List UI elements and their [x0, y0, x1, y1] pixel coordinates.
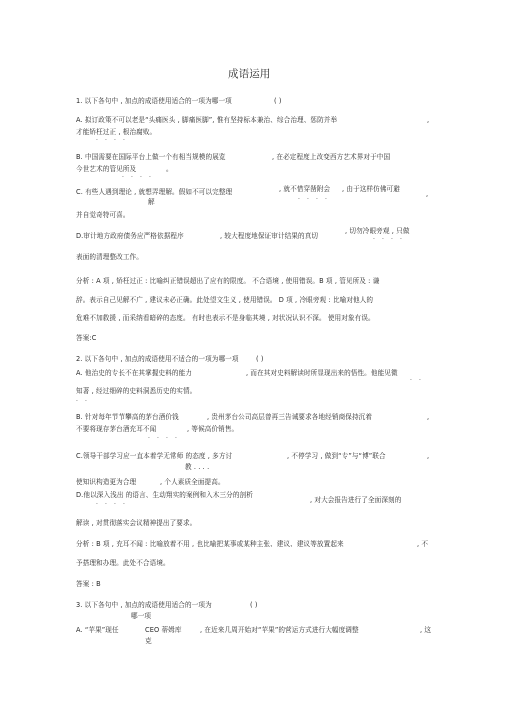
q1-option-b-line1: B. 中国需要在国际平台上做一个有相当规模的展览 — [76, 153, 226, 161]
q3-stem: 3. 以下各句中 , 加点的成语使用适合的一项为 — [76, 601, 212, 609]
q3-option-a-ceo-wrap: 克 — [145, 637, 152, 645]
q3-option-a-line1: A. “苹果”现任 — [76, 626, 119, 634]
q1-answer: 答案:C — [76, 334, 97, 342]
q2-option-c-line1-wrap: 教 . . . . — [185, 463, 210, 471]
q2-option-c-line1: C.领导干部学习应一直本着学无常师 的态度 , 多方讨 — [76, 452, 233, 460]
q1-option-b-emphasis-dots: · · · · — [122, 174, 154, 181]
q1-option-d-line1: D.审计地方政府债务应严格依据程序 — [76, 232, 184, 240]
q3-option-a-line1-end: , 这 — [420, 626, 432, 634]
q1-analysis-line3: 危难不加救援 , 而采纳看暗碎的态度。 有时也表示不是身临其境 , 对状况认识不深。 使用对象有误。 — [76, 314, 375, 322]
q1-option-c-emphasis-dots: · · · · — [298, 196, 330, 203]
q1-option-b-line1-cont: , 在必定程度上改变西方艺术界对于中国 — [272, 153, 391, 161]
q2-stem-paren: ( ) — [256, 355, 264, 363]
q2-option-b-line2-cont: , 等候高价销售。 — [187, 425, 239, 433]
q2-analysis-line1: 分析 : B 项 , 充耳不闻 : 比喻放着不用 , 也比喻把某事或某种主张、建议、建议等放置起来 — [76, 540, 344, 548]
q2-option-b-line1: B. 针对每年节节攀高的茅台酒价钱 — [76, 413, 179, 421]
q2-option-b-comma: , — [427, 413, 430, 421]
q1-option-c-comma: , — [426, 190, 429, 198]
q2-answer: 答案 : B — [76, 580, 101, 588]
q1-option-c-clause2: , 就不惜穿凿附会 — [279, 185, 331, 193]
q3-stem-paren: ( ) — [250, 601, 258, 609]
q3-stem-wrap: 哪一项 — [131, 612, 152, 620]
q1-stem: 1. 以下各句中 , 加点的成语使用适合的一项为哪一项 — [76, 97, 232, 105]
q2-option-d-line2: 解读 , 对贯彻落实会议精神提出了要求。 — [76, 519, 197, 527]
page-title: 成语运用 — [228, 68, 271, 80]
q2-option-a-line1: A. 他治史的专长不在其掌握史料的能力 — [76, 369, 192, 377]
q1-option-a-line2: 才能矫枉过正 , 根治腐败。 — [76, 128, 157, 136]
q2-stem: 2. 以下各句中 , 加点的成语使用不适合的一项为哪一项 — [76, 355, 239, 363]
q2-option-a-line1-cont: , 而在其对史料解读时所显现出来的悟性。他能见微 — [246, 369, 398, 377]
q1-option-d-line1-cont: , 较大程度地保证审计结果的真切 — [220, 232, 319, 240]
q2-option-c-clause2: , 不停学习 , 做到“专”与“博”联合 — [287, 452, 386, 460]
q3-option-a-line1-cont: , 在近来几周开始对“苹果”的营运方式进行大幅度调整 — [200, 626, 359, 634]
q2-option-c-comma: , — [427, 452, 430, 460]
q1-option-b-line2: 今世艺术的管见所及 — [76, 165, 137, 173]
q2-analysis-line1-end: , 不 — [417, 540, 429, 548]
q1-option-c-line1: C. 有些人遇到理论 , 就想弄理解。假如不可以完整理 — [76, 188, 233, 196]
q2-option-a-emphasis-dots-2: · · — [76, 398, 90, 405]
q2-option-c-line2: 使知识构造更为合理 — [76, 478, 137, 486]
q1-option-c-clause3: , 由于这样仿佛可避 — [342, 185, 400, 193]
q1-option-c-line2: 并自觉奇特可喜。 — [76, 211, 130, 219]
q1-option-b-period: 。 — [166, 165, 173, 173]
q2-option-c-line2-cont: , 个人素质全面提高。 — [160, 478, 225, 486]
q1-option-a-line1: A. 拟订政策不可以老是“头痛医头 , 脚痛医脚”, 惟有坚持标本兼治、综合治理、惩防并举 — [76, 116, 338, 124]
q1-stem-paren: ( ) — [274, 97, 282, 105]
q1-option-d-emphasis-dots: · · · · — [373, 236, 405, 243]
q1-analysis-line1: 分析 : A 项 , 矫枉过正 : 比喻纠正错误超出了应有的限度。 不合语境 , 使用错误。B 项 , 管见所及 : 谦 — [76, 277, 380, 285]
q2-option-b-emphasis-dots: · · · · — [148, 435, 180, 442]
q2-option-d-emphasis-dots: · · · · — [96, 501, 128, 508]
q1-option-c-line1-wrap: 解 — [148, 198, 155, 206]
q1-option-a-comma: , — [427, 116, 430, 124]
q1-option-d-line2: 表面的清理整改工作。 — [76, 253, 143, 261]
q1-option-d-clause3: , 切勿冷眼旁观 , 只做 — [345, 227, 410, 235]
q2-option-b-line2: 不要将现存茅台酒充耳不闻 — [76, 425, 157, 433]
q1-option-a-emphasis-dots: · · · · — [96, 137, 128, 144]
q2-option-a-line2: 知著 , 经过细碎的史料洞悉历史的实情。 — [76, 387, 197, 395]
q2-option-d-line1-cont: , 对大会报告进行了全面深刻的 — [310, 496, 402, 504]
q2-option-d-line1: D.他以深入浅出 的语言、生动翔实的案例和入木三分的剖析 — [76, 491, 253, 499]
q1-analysis-line2: 辞。表示自己见解不广 , 建议未必正确。此处望文生义 , 使用错误。 D 项 , 冷眼旁观 : 比喻对他人的 — [76, 296, 374, 304]
q2-option-b-line1-cont: , 贵州茅台公司高层曾再三告诫要求各地经销商保持沉着 — [207, 413, 373, 421]
q2-option-a-emphasis-dots: . . — [410, 375, 424, 382]
q3-option-a-ceo: CEO 蒂姆库 — [145, 626, 182, 634]
q2-analysis-line2: 予搭理和办理。此处不合语境。 — [76, 559, 170, 567]
